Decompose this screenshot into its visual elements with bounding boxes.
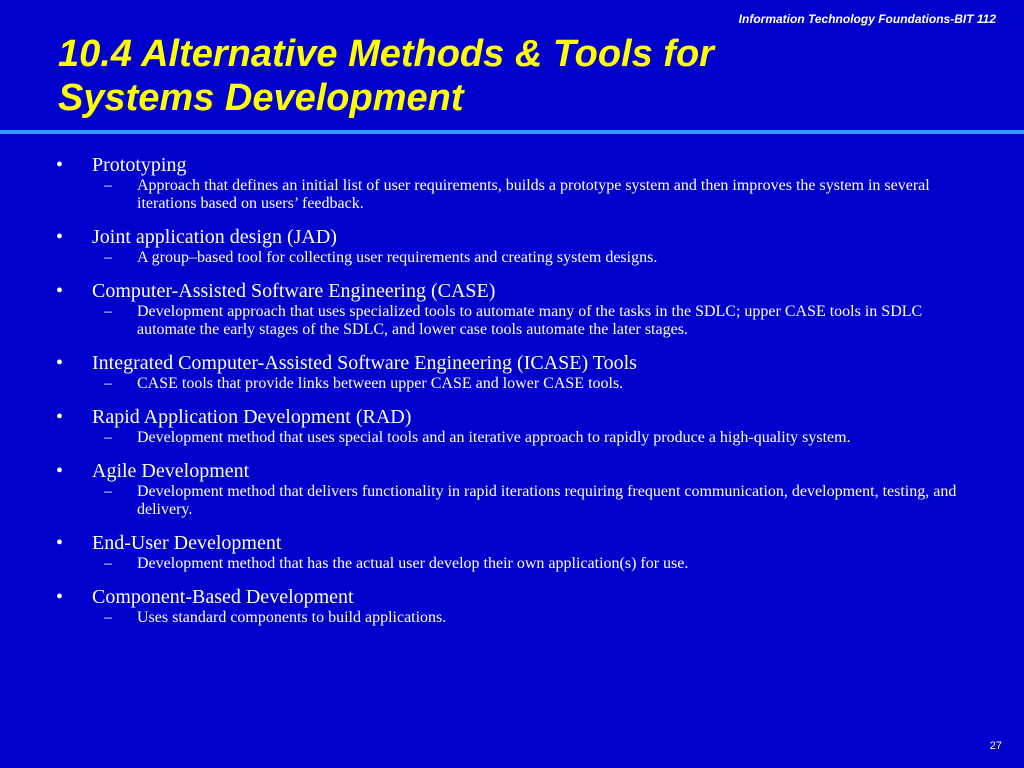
sub-bullet-marker: – bbox=[104, 177, 112, 194]
slide-title bbox=[58, 32, 978, 120]
bullet-marker: • bbox=[56, 460, 64, 482]
bullet-detail-text: Development approach that uses specialized tools to automate many of the tasks in the SDLC; upper CASE tools in SDLC automate the early stages of the SDLC, and lower case tools automate the later stages. bbox=[137, 303, 923, 338]
bullet-heading-text: Joint application design (JAD) bbox=[92, 226, 337, 248]
bullet-heading-text: Computer-Assisted Software Engineering (CASE) bbox=[92, 280, 496, 302]
bullet-detail bbox=[0, 249, 1024, 267]
bullet-marker: • bbox=[56, 352, 64, 374]
title-divider bbox=[0, 130, 1024, 134]
sub-bullet-marker: – bbox=[104, 555, 112, 572]
sub-bullet-marker: – bbox=[104, 303, 112, 320]
bullet-marker: • bbox=[56, 280, 64, 302]
bullet-detail-text: Approach that defines an initial list of user requirements, builds a prototype system and then improves the system in several iterations based on users’ feedback. bbox=[137, 177, 930, 212]
slide-title-line-2: Systems Development bbox=[58, 77, 464, 119]
bullet-detail bbox=[0, 609, 1024, 627]
bullet-jad bbox=[0, 226, 1024, 267]
bullet-heading-text: Agile Development bbox=[92, 460, 250, 482]
bullet-heading-text: Rapid Application Development (RAD) bbox=[92, 406, 412, 428]
bullet-heading bbox=[0, 226, 1024, 249]
bullet-heading bbox=[0, 406, 1024, 429]
bullet-list bbox=[0, 154, 1024, 640]
sub-bullet-marker: – bbox=[104, 609, 112, 626]
bullet-marker: • bbox=[56, 532, 64, 554]
bullet-heading-text: Integrated Computer-Assisted Software Engineering (ICASE) Tools bbox=[92, 352, 637, 374]
bullet-detail-text: Development method that uses special tools and an iterative approach to rapidly produce a high-quality system. bbox=[137, 429, 851, 446]
sub-bullet-marker: – bbox=[104, 375, 112, 392]
slide-title-line-1: 10.4 Alternative Methods & Tools for bbox=[58, 33, 714, 75]
course-header: Information Technology Foundations-BIT 112 bbox=[738, 12, 996, 26]
bullet-marker: • bbox=[56, 586, 64, 608]
bullet-end-user bbox=[0, 532, 1024, 573]
bullet-component-based bbox=[0, 586, 1024, 627]
bullet-heading-text: Component-Based Development bbox=[92, 586, 354, 608]
bullet-heading bbox=[0, 280, 1024, 303]
bullet-heading bbox=[0, 352, 1024, 375]
bullet-marker: • bbox=[56, 226, 64, 248]
bullet-agile bbox=[0, 460, 1024, 519]
bullet-detail bbox=[0, 483, 1024, 519]
bullet-heading bbox=[0, 586, 1024, 609]
bullet-heading bbox=[0, 154, 1024, 177]
bullet-detail bbox=[0, 555, 1024, 573]
bullet-detail bbox=[0, 177, 1024, 213]
bullet-rad bbox=[0, 406, 1024, 447]
bullet-heading-text: Prototyping bbox=[92, 154, 187, 176]
bullet-heading bbox=[0, 532, 1024, 555]
bullet-marker: • bbox=[56, 406, 64, 428]
bullet-detail-text: A group–based tool for collecting user requirements and creating system designs. bbox=[137, 249, 658, 266]
bullet-icase bbox=[0, 352, 1024, 393]
sub-bullet-marker: – bbox=[104, 483, 112, 500]
bullet-detail-text: Uses standard components to build applications. bbox=[137, 609, 447, 626]
bullet-detail bbox=[0, 375, 1024, 393]
bullet-heading-text: End-User Development bbox=[92, 532, 282, 554]
bullet-case bbox=[0, 280, 1024, 339]
bullet-detail bbox=[0, 303, 1024, 339]
bullet-detail-text: Development method that has the actual user develop their own application(s) for use. bbox=[137, 555, 689, 572]
bullet-detail-text: CASE tools that provide links between upper CASE and lower CASE tools. bbox=[137, 375, 624, 392]
sub-bullet-marker: – bbox=[104, 429, 112, 446]
page-number: 27 bbox=[989, 740, 1002, 752]
bullet-detail bbox=[0, 429, 1024, 447]
bullet-detail-text: Development method that delivers functionality in rapid iterations requiring frequent communication, development, testing, and delivery. bbox=[137, 483, 957, 518]
bullet-prototyping bbox=[0, 154, 1024, 213]
sub-bullet-marker: – bbox=[104, 249, 112, 266]
bullet-heading bbox=[0, 460, 1024, 483]
bullet-marker: • bbox=[56, 154, 64, 176]
